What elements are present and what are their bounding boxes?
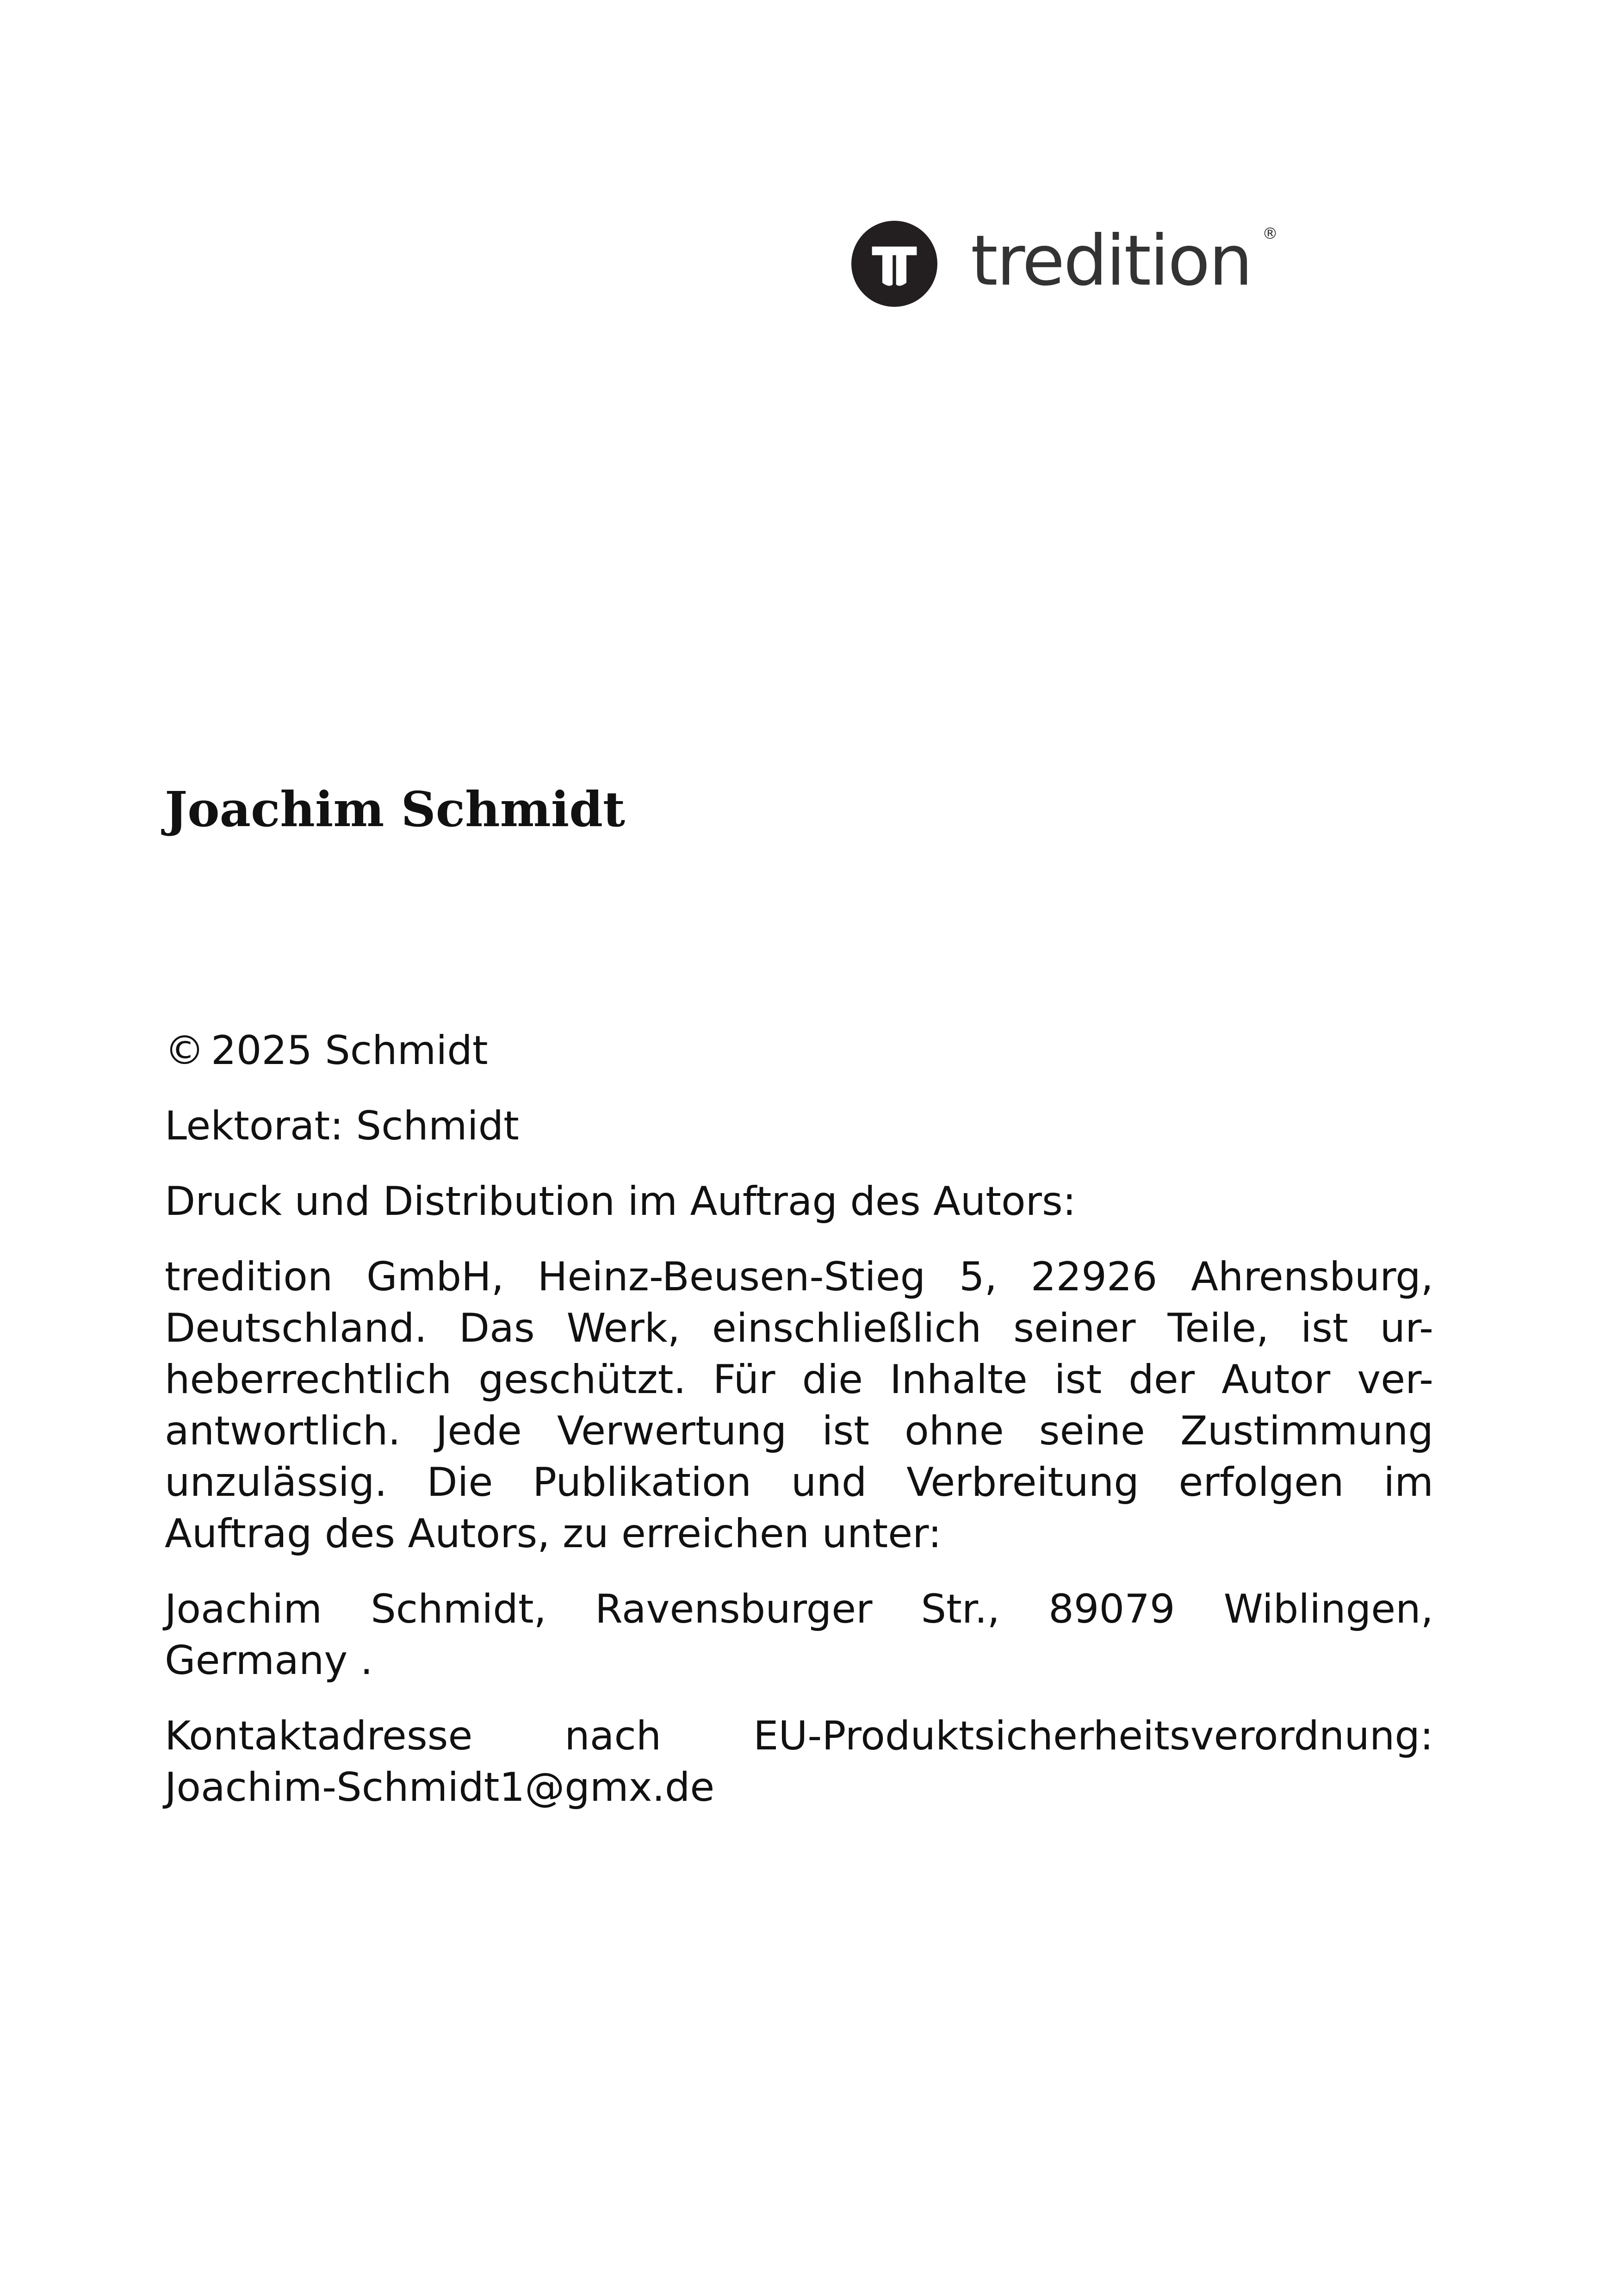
publisher-line: unzulässig. Die Publikation und Verbreitung erfolgen im [165,1459,1433,1506]
tredition-logo-icon [851,221,937,307]
contact-email: Joachim-Schmidt1@gmx.de [165,1764,715,1811]
publisher-line: Deutschland. Das Werk, einschließlich seiner Teile, ist ur- [165,1305,1433,1351]
imprint-block [165,1025,1433,1837]
publisher-logo [851,218,1252,310]
copyright-symbol: © [165,1027,205,1074]
author-name: Joachim Schmidt [165,781,626,838]
contact-paragraph [165,1711,1433,1813]
address-line: Joachim Schmidt, Ravensburger Str., 89079 Wiblingen, [165,1586,1433,1632]
address-line: Germany . [165,1637,373,1684]
copyright-text: 2025 Schmidt [211,1027,488,1074]
copyright-line [165,1025,1433,1076]
contact-line: Kontaktadresse nach EU-Produktsicherheitsverordnung: [165,1713,1433,1759]
registered-mark: ® [1262,224,1278,243]
publisher-line: tredition GmbH, Heinz-Beusen-Stieg 5, 22926 Ahrensburg, [165,1254,1433,1300]
print-distribution-line: Druck und Distribution im Auftrag des Autors: [165,1178,1076,1225]
publisher-line: heberrechtlich geschützt. Für die Inhalte ist der Autor ver- [165,1356,1433,1403]
publisher-line: Auftrag des Autors, zu erreichen unter: [165,1511,942,1557]
publisher-paragraph [165,1251,1433,1560]
publisher-line: antwortlich. Jede Verwertung ist ohne seine Zustimmung [165,1408,1433,1454]
logo-wordmark: tredition [971,221,1252,301]
editor-line: Lektorat: Schmidt [165,1103,519,1149]
author-address-paragraph [165,1584,1433,1686]
